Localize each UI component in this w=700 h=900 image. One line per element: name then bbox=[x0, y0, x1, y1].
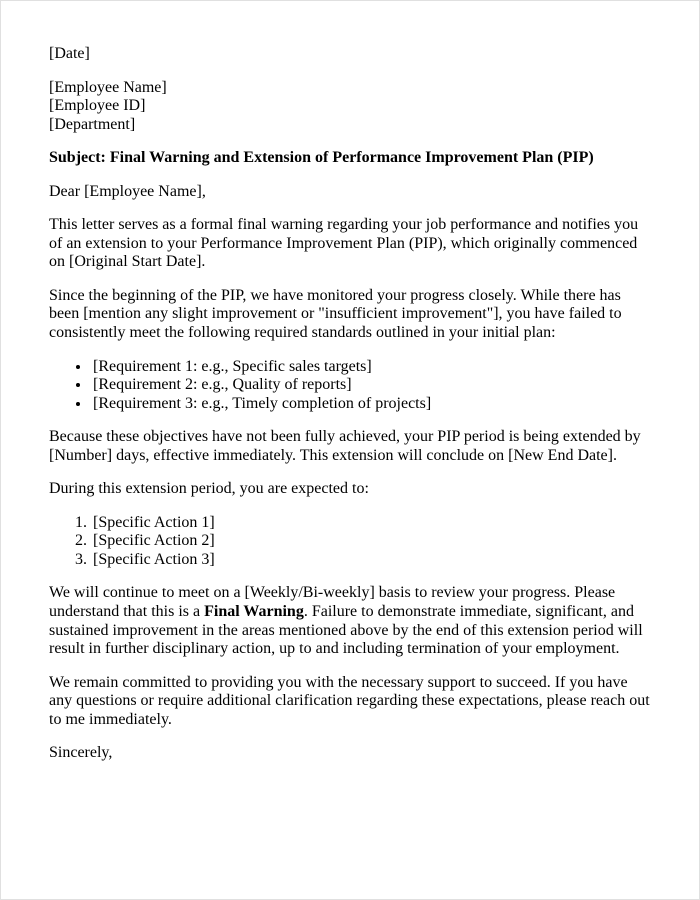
recipient-block bbox=[49, 79, 651, 135]
paragraph-expectations-intro: During this extension period, you are expected to: bbox=[49, 480, 369, 498]
final-warning-text-after: . Failure to demonstrate immediate, significant, and sustained improvement in the areas mentioned above by the end of this extension period will result in further disciplinary action, up to and including termination of your employment. bbox=[49, 603, 643, 658]
requirements-list bbox=[49, 358, 651, 414]
final-warning-emphasis: Final Warning bbox=[204, 603, 304, 621]
subject-line: Subject: Final Warning and Extension of Performance Improvement Plan (PIP) bbox=[49, 149, 594, 167]
recipient-employee-id: [Employee ID] bbox=[49, 97, 146, 115]
actions-list bbox=[49, 514, 651, 570]
paragraph-intro: This letter serves as a formal final warning regarding your job performance and notifies you of an extension to your Performance Improvement Plan (PIP), which originally commenced on [Original Start Date]. bbox=[49, 216, 639, 271]
paragraph-progress: Since the beginning of the PIP, we have monitored your progress closely. While there has been [mention any slight improvement or "insufficient improvement"], you have failed to consistently meet the following required standards outlined in your initial plan: bbox=[49, 286, 622, 342]
closing: Sincerely, bbox=[49, 744, 113, 762]
salutation: Dear [Employee Name], bbox=[49, 182, 206, 200]
recipient-name: [Employee Name] bbox=[49, 78, 167, 96]
paragraph-support: We remain committed to providing you with the necessary support to succeed. If you have any questions or require additional clarification regarding these expectations, please reach out to me immediately. bbox=[49, 673, 650, 728]
requirement-item: • [Requirement 2: e.g., Quality of reports] bbox=[91, 376, 651, 395]
requirement-item: • [Requirement 1: e.g., Specific sales targets] bbox=[91, 358, 651, 377]
action-item: 2. [Specific Action 2] bbox=[91, 532, 651, 551]
final-warning-text-before: We will continue to meet on a [Weekly/Bi-weekly] basis to review your progress. Please understand that this is a bbox=[49, 584, 616, 621]
paragraph-extension: Because these objectives have not been fully achieved, your PIP period is being extended by [Number] days, effective immediately. This extension will conclude on [New End Date]. bbox=[49, 428, 641, 464]
action-item: 1. [Specific Action 1] bbox=[91, 514, 651, 533]
date-placeholder: [Date] bbox=[49, 45, 90, 62]
paragraph-final-warning bbox=[49, 584, 651, 658]
recipient-department: [Department] bbox=[49, 115, 136, 133]
action-item: 3. [Specific Action 3] bbox=[91, 551, 651, 570]
requirement-item: • [Requirement 3: e.g., Timely completion of projects] bbox=[91, 395, 651, 414]
